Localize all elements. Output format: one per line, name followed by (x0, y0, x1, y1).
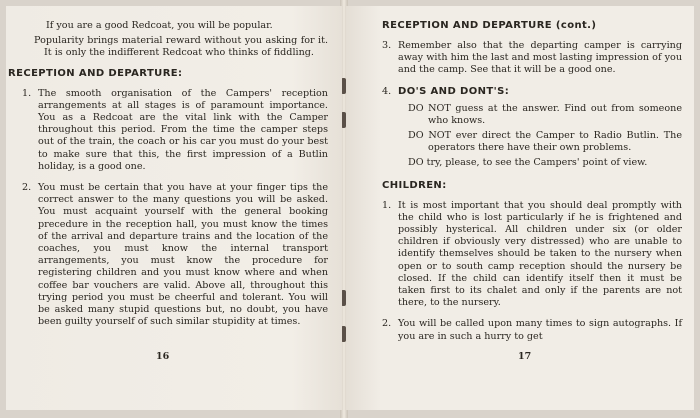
item-number: 4. (382, 85, 392, 97)
section-heading: RECEPTION AND DEPARTURE: (8, 67, 183, 79)
numbered-item (382, 86, 682, 97)
numbered-item (382, 200, 682, 310)
numbered-item (382, 40, 682, 77)
intro-paragraph: Popularity brings material reward without you asking for it. It is only the indifferent Redcoat who thinks of fiddling. (34, 35, 328, 59)
numbered-item (22, 182, 328, 328)
subsection-heading: DO'S AND DONT'S: (398, 85, 510, 97)
page-number: 17 (518, 351, 532, 362)
item-number: 3. (382, 40, 392, 51)
item-text: It is most important that you should deal promptly with the child who is lost particularly if he is frightened and possibly hysterical. All children under six (or older children if obviously very distressed) who are unable to identify themselves should be taken to the nursery when open or to south camp reception should the nursery be closed. If the child can identify itself then it must be taken first to its chalet and only if the parents are not there, to the nursery. (398, 199, 682, 309)
dos-and-donts-list (382, 103, 682, 170)
intro-paragraph: If you are a good Redcoat, you will be popular. (46, 20, 273, 31)
item-number: 1. (382, 199, 392, 211)
numbered-item (382, 318, 682, 342)
item-number: 2. (382, 318, 392, 330)
section-heading: CHILDREN: (382, 179, 447, 191)
item-text: Remember also that the departing camper is carrying away with him the last and most lasting impression of you and the camp. See that it will be a good one. (398, 40, 682, 76)
item-text: The smooth organisation of the Campers' reception arrangements at all stages is of paramount importance. You as a Redcoat are the vital link with the Camper throughout this period. From the time the camper steps out of the train, the coach or his car you must do your best to make sure that this, the first impression of a Butlin holiday, is a good one. (38, 87, 328, 172)
item-number: 1. (22, 87, 32, 99)
item-text: You must be certain that you have at your finger tips the correct answer to the many questions you will be asked. You must acquaint yourself with the general booking precedure in the reception hall, you must know the times of the arrival and departure trains and the location of the coaches, you must know the internal transport arrangements, you must know the procedure for registering children and you must know where and when coffee bar vouchers are valid. Above all, throughout this trying period you must be cheerful and tolerant. You will be asked many stupid questions but, no doubt, you have been guilty yourself of such similar stupidity at times. (38, 182, 328, 328)
dos-item: DO NOT ever direct the Camper to Radio Butlin. The operators there have their own problems. (408, 130, 682, 154)
item-number: 2. (22, 182, 32, 194)
left-page (6, 6, 342, 410)
right-page (346, 6, 694, 410)
numbered-item (22, 88, 328, 173)
page-number: 16 (156, 351, 170, 362)
dos-item: DO NOT guess at the answer. Find out from someone who knows. (408, 102, 682, 126)
section-heading: RECEPTION AND DEPARTURE (cont.) (382, 20, 597, 31)
item-text: You will be called upon many times to sign autographs. If you are in such a hurry to get (398, 318, 682, 342)
dos-item: DO try, please, to see the Campers' point of view. (408, 157, 648, 169)
